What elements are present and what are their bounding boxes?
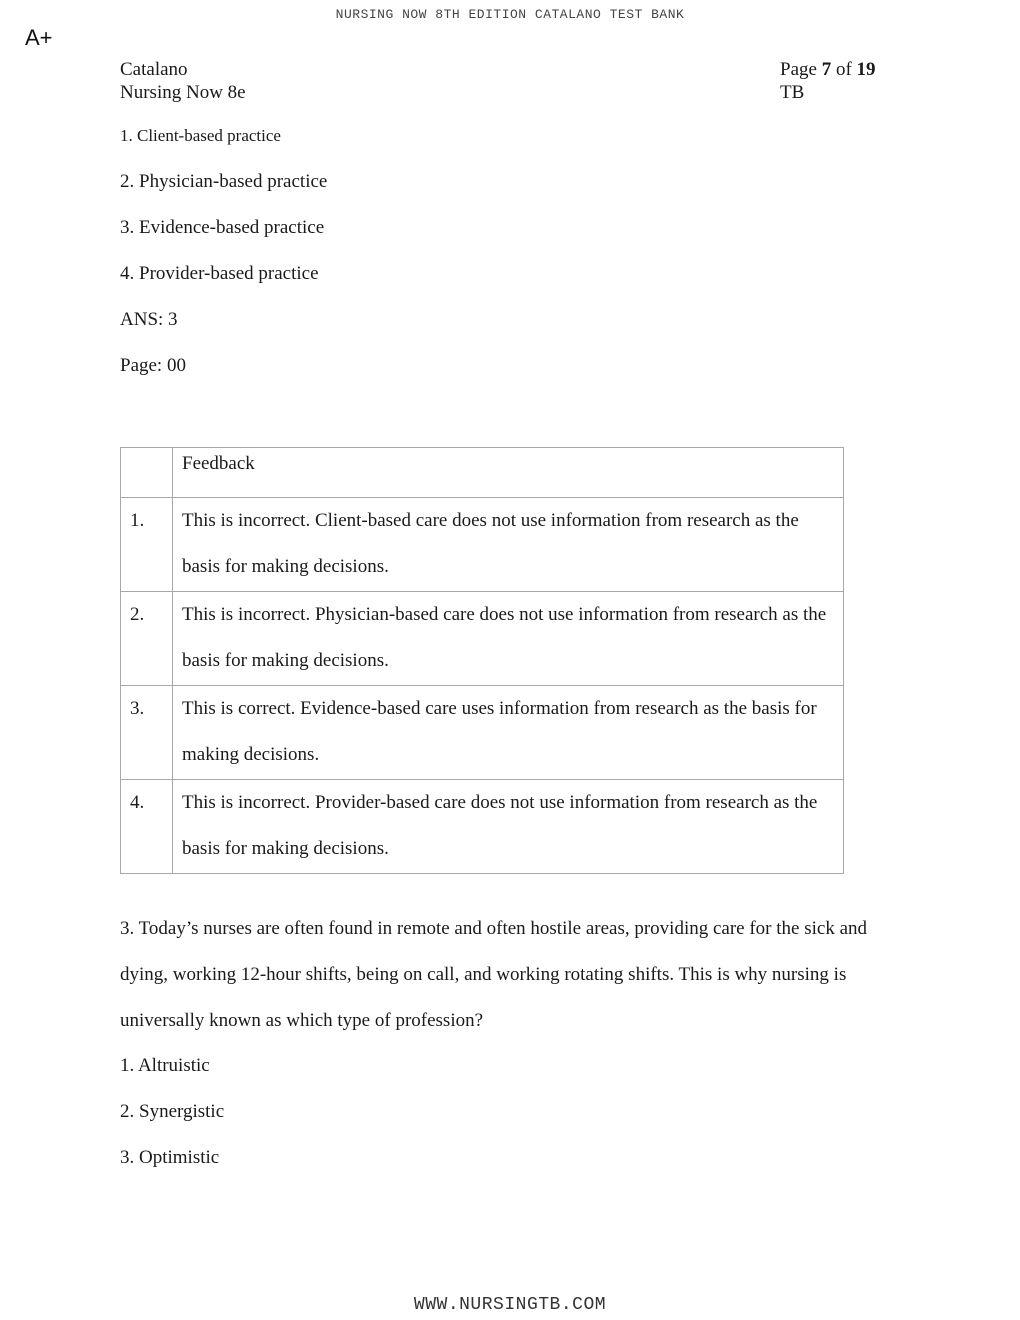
- feedback-header-row: [121, 448, 844, 498]
- page-of: of: [835, 59, 852, 80]
- header-right: [780, 58, 876, 104]
- footer-url: WWW.NURSINGTB.COM: [413, 1295, 607, 1315]
- row-number: 4.: [121, 780, 173, 874]
- page-total: 19: [856, 59, 876, 80]
- option-q2-3: 3. Evidence-based practice: [120, 217, 325, 238]
- table-row: [121, 498, 844, 592]
- question-3-stem: 3. Today’s nurses are often found in remote and often hostile areas, providing care for the sick and dying, working 12-hour shifts, being on call, and working rotating shifts. This is why nursing is universally known as which type of profession?: [120, 918, 868, 1031]
- row-number: 3.: [121, 686, 173, 780]
- header-empty-cell: [121, 448, 173, 498]
- option-q2-1: 1. Client-based practice: [120, 126, 281, 145]
- table-row: [121, 592, 844, 686]
- row-feedback: This is incorrect. Client-based care does not use information from research as the basis for making decisions.: [173, 498, 844, 592]
- option-q2-4: 4. Provider-based practice: [120, 263, 319, 284]
- feedback-table: [120, 447, 844, 874]
- table-row: [121, 780, 844, 874]
- page-current: 7: [821, 59, 832, 80]
- top-banner: NURSING NOW 8TH EDITION CATALANO TEST BANK: [335, 7, 685, 22]
- feedback-header: Feedback: [173, 448, 844, 498]
- author-name: Catalano: [120, 59, 188, 80]
- row-number: 1.: [121, 498, 173, 592]
- table-row: [121, 686, 844, 780]
- page-reference: Page: 00: [120, 355, 186, 376]
- option-q2-2: 2. Physician-based practice: [120, 171, 328, 192]
- page-word: Page: [780, 59, 817, 80]
- header-left: [120, 58, 246, 104]
- option-q3-1: 1. Altruistic: [120, 1055, 210, 1076]
- answer-line: ANS: 3: [120, 309, 178, 330]
- option-q3-3: 3. Optimistic: [120, 1147, 220, 1168]
- row-number: 2.: [121, 592, 173, 686]
- row-feedback: This is incorrect. Physician-based care does not use information from research as the basis for making decisions.: [173, 592, 844, 686]
- tb-label: TB: [780, 82, 805, 103]
- grade-mark: A+: [25, 25, 53, 50]
- book-title: Nursing Now 8e: [120, 82, 246, 103]
- option-q3-2: 2. Synergistic: [120, 1101, 225, 1122]
- page-indicator: [780, 58, 876, 81]
- row-feedback: This is correct. Evidence-based care uses information from research as the basis for making decisions.: [173, 686, 844, 780]
- row-feedback: This is incorrect. Provider-based care does not use information from research as the basis for making decisions.: [173, 780, 844, 874]
